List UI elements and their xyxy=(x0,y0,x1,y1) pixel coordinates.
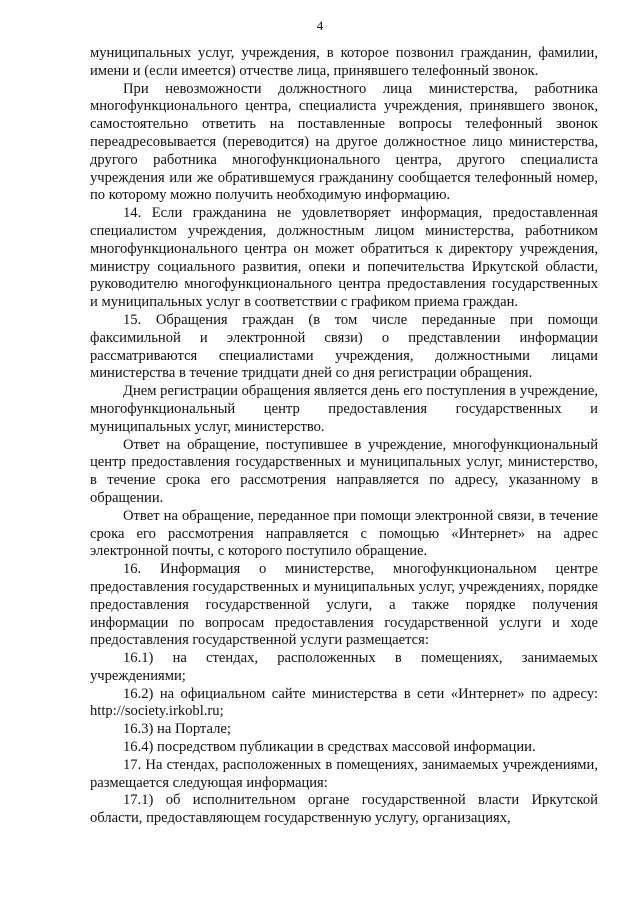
paragraph-7: Ответ на обращение, переданное при помощи электронной связи, в течение срока его рассмотрения направляется с помощью «Интернет» на адрес электронной почты, с которого поступило обращение. xyxy=(90,507,598,560)
paragraph-10: 16.2) на официальном сайте министерства в сети «Интернет» по адресу: http://society.irkobl.ru; xyxy=(90,685,598,720)
paragraph-3: 14. Если гражданина не удовлетворяет информация, предоставленная специалистом учреждения, должностным лицом министерства, работником многофункционального центра он может обратиться к директору учреждения, министру социального развития, опеки и попечительства Иркутской области, руководителю многофункционального центра предоставления государственных и муниципальных услуг в соответствии с графиком приема граждан. xyxy=(90,205,598,311)
paragraph-8: 16. Информация о министерстве, многофункциональном центре предоставления государственных и муниципальных услуг, учреждениях, порядке предоставления государственной услуги, а также порядке получения информации по вопросам предоставления государственной услуги и ходе предоставления государственной услуги размещается: xyxy=(90,561,598,649)
paragraph-1: муниципальных услуг, учреждения, в которое позвонил гражданин, фамилии, имени и (если имеется) отчестве лица, принявшего телефонный звонок. xyxy=(90,45,598,79)
paragraph-5: Днем регистрации обращения является день его поступления в учреждение, многофункциональный центр предоставления государственных и муниципальных услуг, министерство. xyxy=(90,383,598,435)
paragraph-12: 16.4) посредством публикации в средствах массовой информации. xyxy=(123,739,536,756)
page-number: 4 xyxy=(316,18,324,33)
paragraph-6: Ответ на обращение, поступившее в учреждение, многофункциональный центр предоставления государственных и муниципальных услуг, министерство, в течение срока его рассмотрения направляется по адресу, указанному в обращении. xyxy=(90,436,598,506)
paragraph-9: 16.1) на стендах, расположенных в помещениях, занимаемых учреждениями; xyxy=(90,650,598,684)
document-body xyxy=(90,45,598,828)
paragraph-14: 17.1) об исполнительном органе государственной власти Иркутской области, предоставляющем государственную услугу, организациях, xyxy=(90,792,598,827)
paragraph-2: При невозможности должностного лица министерства, работника многофункционального центра, специалиста учреждения, принявшего звонок, самостоятельно ответить на поставленные вопросы телефонный звонок переадресовывается (переводится) на другое должностное лицо министерства, другого работника многофункционального центра, другого специалиста учреждения или же обратившемуся гражданину сообщается телефонный номер, по которому можно получить необходимую информацию. xyxy=(90,80,598,204)
paragraph-11: 16.3) на Портале; xyxy=(123,721,231,738)
paragraph-4: 15. Обращения граждан (в том числе переданные при помощи факсимильной и электронной связи) о представлении информации рассматриваются специалистами учреждения, должностными лицами министерства в течение тридцати дней со дня регистрации обращения. xyxy=(90,311,598,382)
paragraph-13: 17. На стендах, расположенных в помещениях, занимаемых учреждениями, размещается следующая информация: xyxy=(90,756,598,791)
